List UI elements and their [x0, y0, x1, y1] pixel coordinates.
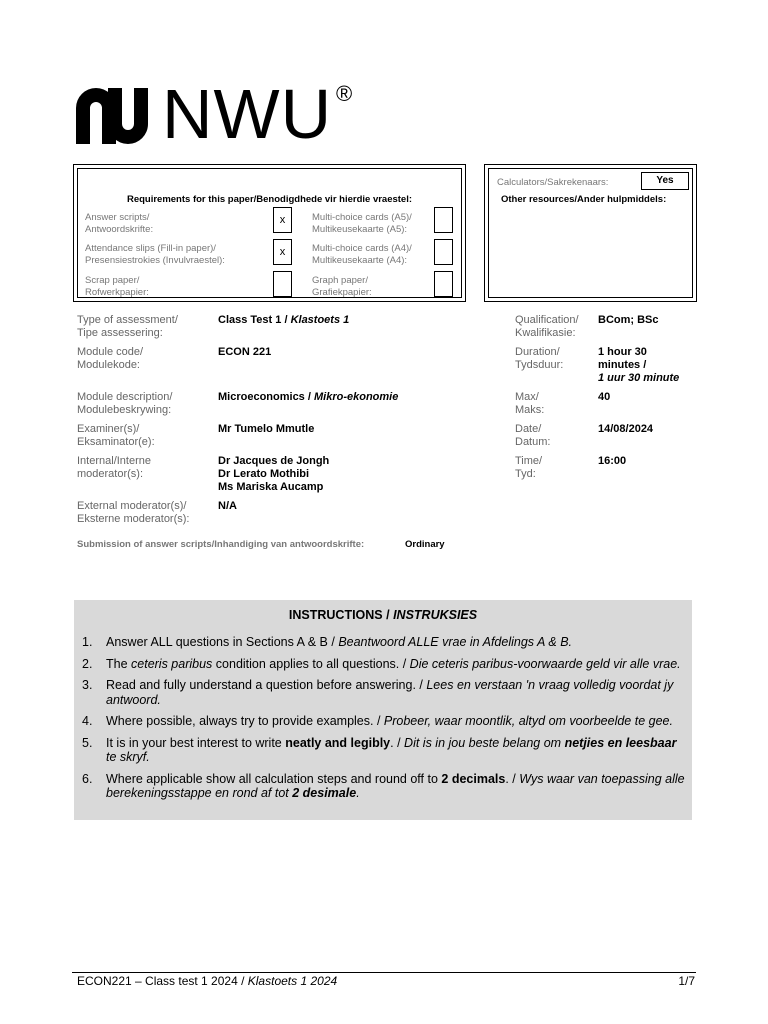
- calculators-value: Yes: [641, 172, 689, 190]
- other-resources-label: Other resources/Ander hulpmiddels:: [501, 194, 667, 205]
- instruction-item: 6. Where applicable show all calculation steps and round off to 2 decimals. / Wys waar van toepassing alle berekeningsstappe en rond af tot 2 desimale.: [82, 771, 685, 800]
- time-label: Time/ Tyd:: [515, 455, 543, 480]
- requirements-box: [73, 164, 466, 302]
- module-description-label: Module description/ Modulebeskrywing:: [77, 391, 173, 416]
- footer-title: ECON221 – Class test 1 2024 / Klastoets 1 2024: [77, 974, 338, 988]
- internal-moderator-values: Dr Jacques de Jongh Dr Lerato Mothibi Ms Mariska Aucamp: [218, 455, 330, 493]
- date-label: Date/ Datum:: [515, 423, 551, 448]
- examiner-value: Mr Tumelo Mmutle: [218, 423, 315, 435]
- instruction-item: 1. Answer ALL questions in Sections A & B / Beantwoord ALLE vrae in Afdelings A & B.: [82, 635, 573, 649]
- instruction-item: 3. Read and fully understand a question before answering. / Lees en verstaan 'n vraag volledig voordat jy antwoord.: [82, 678, 674, 707]
- req-scrap-paper: Scrap paper/ Rofwerkpapier:: [85, 275, 149, 298]
- checkbox-mc-cards-a5: [434, 207, 453, 233]
- registered-mark: ®: [336, 81, 353, 106]
- checkbox-graph-paper: [434, 271, 453, 297]
- requirements-title: Requirements for this paper/Benodigdhede vir hierdie vraestel:: [126, 194, 413, 205]
- internal-moderator-label: Internal/Interne moderator(s):: [77, 455, 151, 480]
- logo-wordmark: NWU: [162, 75, 333, 153]
- type-of-assessment-value: Class Test 1 / Klastoets 1: [218, 314, 350, 326]
- req-attendance-slips: Attendance slips (Fill-in paper)/ Presensiestrokies (Invulvraestel):: [85, 243, 225, 266]
- req-graph-paper: Graph paper/ Grafiekpapier:: [312, 275, 372, 298]
- examiner-label: Examiner(s)/ Eksaminator(e):: [77, 423, 155, 448]
- checkbox-mc-cards-a4: [434, 239, 453, 265]
- module-code-label: Module code/ Modulekode:: [77, 346, 144, 371]
- type-of-assessment-label: Type of assessment/ Tipe assessering:: [77, 314, 178, 339]
- qualification-value: BCom; BSc: [598, 314, 659, 326]
- instructions-panel: [74, 600, 692, 820]
- req-mc-cards-a4: Multi-choice cards (A4)/ Multikeusekaarte (A4):: [312, 243, 412, 266]
- instruction-item: 5. It is in your best interest to write neatly and legibly. / Dit is in jou beste belang om netjies en leesbaar te skryf.: [82, 735, 677, 764]
- req-mc-cards-a5: Multi-choice cards (A5)/ Multikeusekaarte (A5):: [312, 212, 412, 235]
- calculators-label: Calculators/Sakrekenaars:: [497, 177, 609, 188]
- footer-divider: [72, 972, 696, 973]
- external-moderator-value: N/A: [218, 500, 237, 512]
- time-value: 16:00: [598, 455, 627, 467]
- duration-value: 1 hour 30 minutes / 1 uur 30 minute: [598, 346, 680, 384]
- checkbox-attendance-slips: x: [273, 239, 292, 265]
- external-moderator-label: External moderator(s)/ Eksterne moderator(s):: [77, 500, 190, 525]
- resources-box: [484, 164, 697, 302]
- qualification-label: Qualification/ Kwalifikasie:: [515, 314, 579, 339]
- instructions-title: INSTRUCTIONS / INSTRUKSIES: [288, 608, 478, 622]
- submission-label: Submission of answer scripts/Inhandiging van antwoordskrifte:: [77, 539, 365, 550]
- req-answer-scripts: Answer scripts/ Antwoordskrifte:: [85, 212, 154, 235]
- submission-value: Ordinary: [405, 539, 445, 550]
- module-code-value: ECON 221: [218, 346, 272, 358]
- module-description-value: Microeconomics / Mikro-ekonomie: [218, 391, 399, 403]
- duration-label: Duration/ Tydsduur:: [515, 346, 564, 371]
- nwu-logo: [72, 75, 372, 153]
- checkbox-answer-scripts: x: [273, 207, 292, 233]
- max-label: Max/ Maks:: [515, 391, 545, 416]
- instructions-list: [82, 635, 687, 808]
- instruction-item: 2. The ceteris paribus condition applies to all questions. / Die ceteris paribus-voorwaarde geld vir alle vrae.: [82, 656, 681, 671]
- nwu-emblem-icon: [72, 80, 152, 152]
- max-value: 40: [598, 391, 611, 403]
- checkbox-scrap-paper: [273, 271, 292, 297]
- date-value: 14/08/2024: [598, 423, 654, 435]
- page-number: 1/7: [678, 974, 695, 988]
- instruction-item: 4. Where possible, always try to provide examples. / Probeer, waar moontlik, altyd om voorbeelde te gee.: [82, 714, 673, 728]
